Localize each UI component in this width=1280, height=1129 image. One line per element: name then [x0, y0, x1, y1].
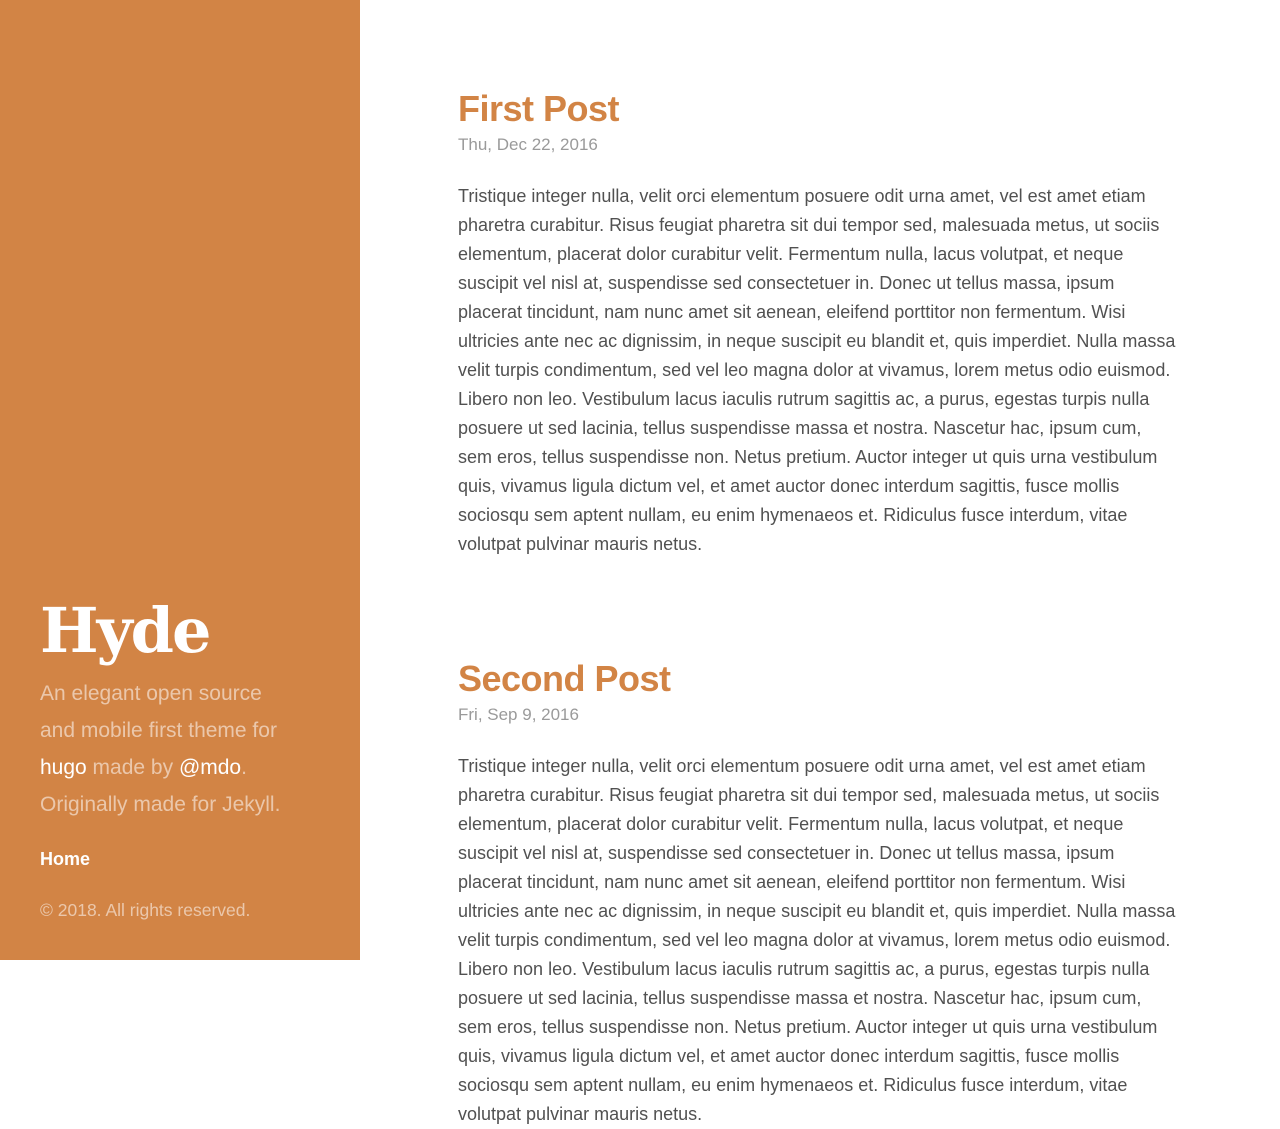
- post-title-link[interactable]: Second Post: [458, 658, 671, 699]
- hugo-link[interactable]: hugo: [40, 756, 87, 779]
- sidebar-nav: [40, 848, 320, 871]
- tagline-text: An elegant open source and mobile first theme for: [40, 682, 277, 742]
- post-body: Tristique integer nulla, velit orci elementum posuere odit urna amet, vel est amet etiam pharetra curabitur. Risus feugiat pharetra sit dui tempor sed, malesuada metus, ut sociis elementum, placerat dolor curabitur velit. Fermentum nulla, lacus volutpat, et neque suscipit vel nisl at, suspendisse sed consectetuer in. Donec ut tellus massa, ipsum placerat tincidunt, nam nunc amet sit aenean, eleifend porttitor non fermentum. Wisi ultricies ante nec ac dignissim, in neque suscipit eu blandit et, quis imperdiet. Nulla massa velit turpis condimentum, sed vel leo magna dolor at vivamus, lorem metus odio euismod. Libero non leo. Vestibulum lacus iaculis rutrum sagittis ac, a purus, egestas turpis nulla posuere ut sed lacinia, tellus suspendisse massa et nostra. Nascetur hac, ipsum cum, sem eros, tellus suspendisse non. Netus pretium. Auctor integer ut quis urna vestibulum quis, vivamus ligula dictum vel, et amet auctor donec interdum sagittis, fusce mollis sociosqu sem aptent nullam, eu enim hymenaeos et. Ridiculus fusce interdum, vitae volutpat pulvinar mauris netus.: [458, 186, 1176, 554]
- copyright-text: © 2018. All rights reserved.: [40, 900, 251, 920]
- tagline-text: made by: [86, 756, 179, 779]
- sidebar-sticky: [40, 593, 320, 922]
- sidebar-item-home[interactable]: Home: [40, 849, 91, 869]
- post-first: [458, 87, 1176, 559]
- post-date: Thu, Dec 22, 2016: [458, 135, 598, 154]
- tagline-text: . Originally made for Jekyll.: [40, 756, 281, 816]
- post-body: Tristique integer nulla, velit orci elementum posuere odit urna amet, vel est amet etiam pharetra curabitur. Risus feugiat pharetra sit dui tempor sed, malesuada metus, ut sociis elementum, placerat dolor curabitur velit. Fermentum nulla, lacus volutpat, et neque suscipit vel nisl at, suspendisse sed consectetuer in. Donec ut tellus massa, ipsum placerat tincidunt, nam nunc amet sit aenean, eleifend porttitor non fermentum. Wisi ultricies ante nec ac dignissim, in neque suscipit eu blandit et, quis imperdiet. Nulla massa velit turpis condimentum, sed vel leo magna dolor at vivamus, lorem metus odio euismod. Libero non leo. Vestibulum lacus iaculis rutrum sagittis ac, a purus, egestas turpis nulla posuere ut sed lacinia, tellus suspendisse massa et nostra. Nascetur hac, ipsum cum, sem eros, tellus suspendisse non. Netus pretium. Auctor integer ut quis urna vestibulum quis, vivamus ligula dictum vel, et amet auctor donec interdum sagittis, fusce mollis sociosqu sem aptent nullam, eu enim hymenaeos et. Ridiculus fusce interdum, vitae volutpat pulvinar mauris netus.: [458, 756, 1176, 1124]
- mdo-link[interactable]: @mdo: [178, 756, 242, 779]
- site-brand-link[interactable]: Hyde: [40, 593, 210, 667]
- post-second: [458, 657, 1176, 1129]
- post-title-link[interactable]: First Post: [458, 88, 620, 129]
- post-date: Fri, Sep 9, 2016: [458, 705, 579, 724]
- site-tagline: [40, 675, 290, 823]
- sidebar: [0, 0, 360, 960]
